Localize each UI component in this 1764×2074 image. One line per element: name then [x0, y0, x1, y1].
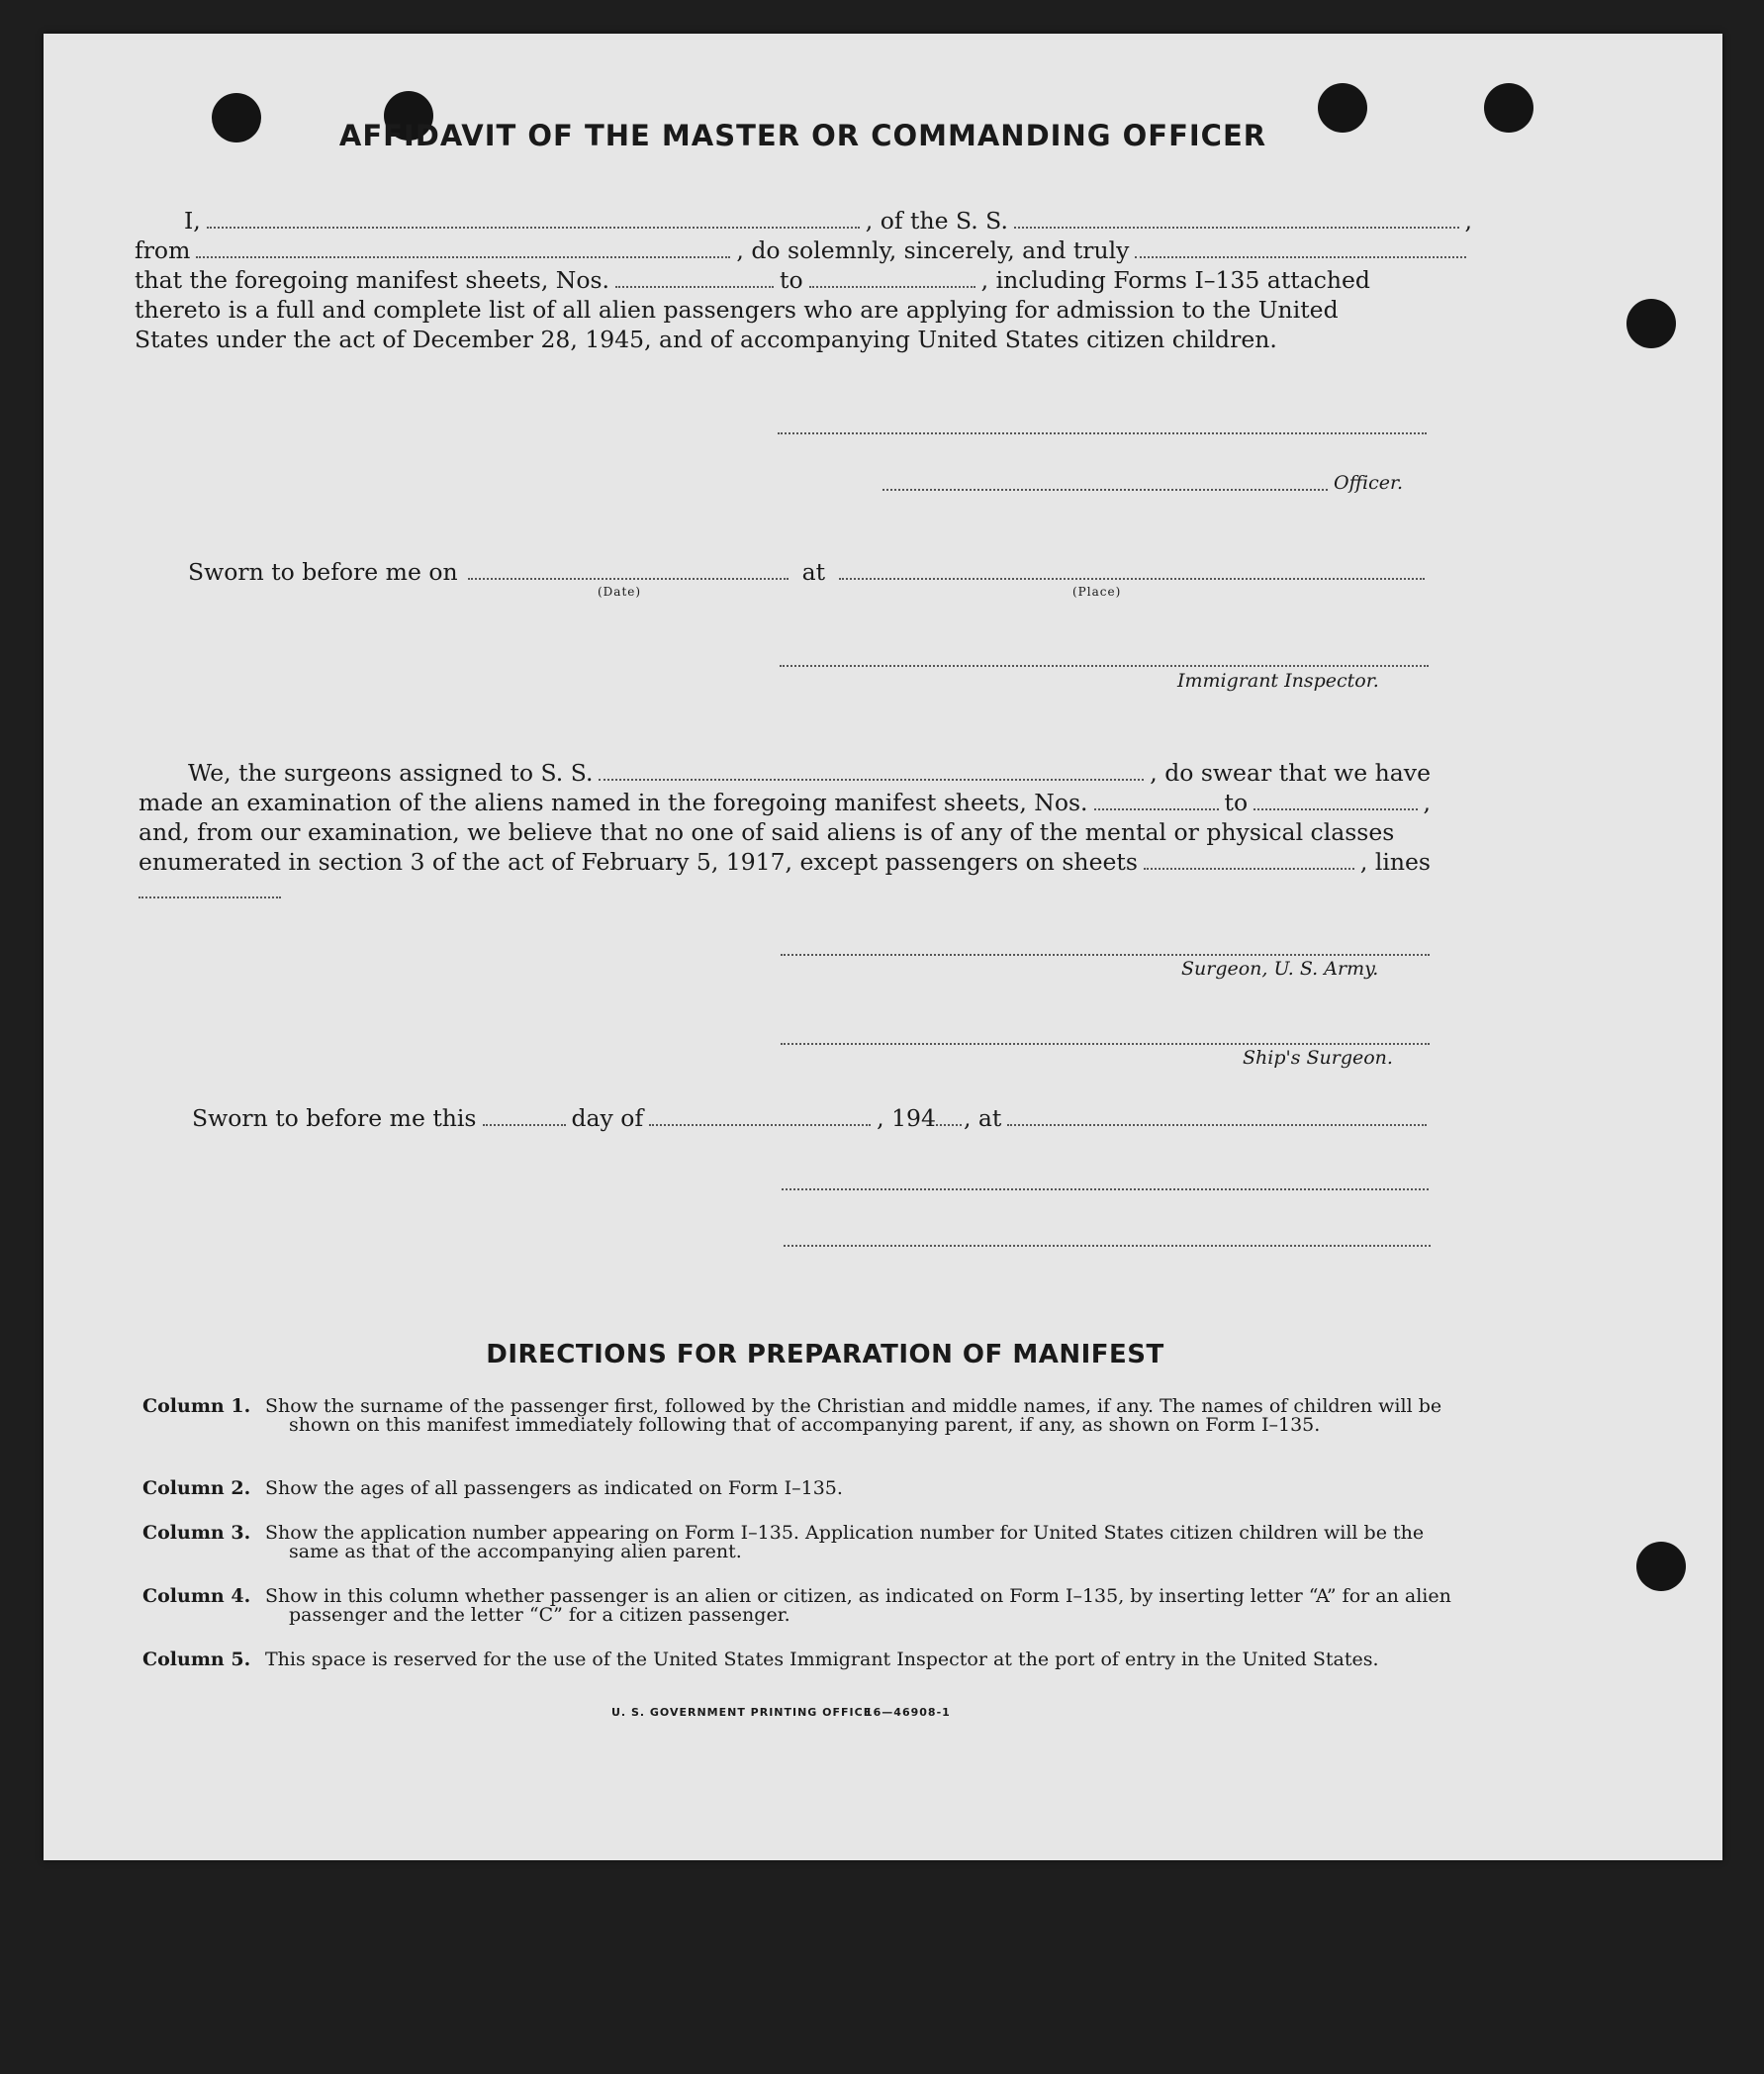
including-text: , including Forms I–135 attached: [980, 266, 1370, 294]
from-text: from: [135, 236, 191, 264]
from-port-field[interactable]: [196, 256, 730, 258]
printer-imprint: U. S. GOVERNMENT PRINTING OFFICE: [611, 1706, 873, 1719]
ship-name-field[interactable]: [1014, 227, 1459, 229]
that-the-text: that the foregoing manifest sheets, Nos.: [135, 266, 610, 294]
except-sheets-field[interactable]: [1144, 868, 1354, 870]
sworn-day-field[interactable]: [483, 1124, 566, 1126]
direction-item: Column 1. Show the surname of the passenger first, followed by the Christian and middle names, if any. The names of children will be shown on this manifest immediately following that of accompanying parent, if any, as shown on Form I–135.: [142, 1395, 1442, 1436]
sheets-to-field[interactable]: [809, 286, 975, 288]
of-the-ss-text: , of the S. S.: [865, 207, 1008, 235]
except-lines-field[interactable]: [139, 896, 281, 898]
exam-sheets-from-field[interactable]: [1094, 808, 1219, 810]
direction-item: Column 2. Show the ages of all passengers as indicated on Form I–135.: [142, 1477, 843, 1499]
affidavit-title: AFFIDAVIT OF THE MASTER OR COMMANDING OFFICER: [338, 119, 1267, 152]
ships-surgeon-signature-line[interactable]: [781, 1043, 1430, 1045]
surgeons-declaration: We, the surgeons assigned to S. S. , do swear that we have made an examination of the aliens named in the foregoing manifest sheets, Nos. to , and, from our examination, we believe that no one of said aliens is of any of the mental or physical classes enumerated in section 3 of the act of February 5, 1917, except passengers on sheets , lines: [139, 759, 1431, 876]
affidavit-line-5: States under the act of December 28, 1945, and of accompanying United States citizen children.: [135, 326, 1277, 353]
officer-signature-line[interactable]: [882, 489, 1328, 491]
signature-line[interactable]: [784, 1245, 1431, 1247]
officer-label: Officer.: [1334, 472, 1404, 494]
surgeon-army-label: Surgeon, U. S. Army.: [1181, 958, 1379, 980]
master-name-field[interactable]: [207, 227, 860, 229]
exam-sheets-to-field[interactable]: [1253, 808, 1417, 810]
immigrant-inspector-label: Immigrant Inspector.: [1177, 670, 1379, 692]
date-caption: (Date): [598, 585, 642, 599]
sworn-at-field[interactable]: [1007, 1124, 1427, 1126]
directions-title: DIRECTIONS FOR PREPARATION OF MANIFEST: [486, 1340, 1164, 1369]
form-code: 16—46908-1: [865, 1706, 951, 1719]
direction-item: Column 5. This space is reserved for the use of the United States Immigrant Inspector at the port of entry in the United States.: [142, 1649, 1379, 1670]
signature-line[interactable]: [782, 1188, 1429, 1190]
punch-hole: [1626, 299, 1676, 348]
ships-surgeon-label: Ship's Surgeon.: [1243, 1047, 1393, 1069]
affidavit-line-4: thereto is a full and complete list of all alien passengers who are applying for admission to the United: [135, 296, 1339, 324]
sworn-year-field[interactable]: [936, 1124, 962, 1126]
direction-item: Column 3. Show the application number appearing on Form I–135. Application number for United States citizen children will be the same as that of the accompanying alien parent.: [142, 1522, 1425, 1562]
punch-hole: [1636, 1542, 1686, 1591]
army-surgeon-signature-line[interactable]: [781, 954, 1430, 956]
form-page: [44, 34, 1722, 1860]
sworn-date-field[interactable]: [468, 578, 789, 580]
sworn-before-this: Sworn to before me this day of , 194 , at: [192, 1103, 1433, 1133]
direction-item: Column 4. Show in this column whether passenger is an alien or citizen, as indicated on Form I–135, by inserting letter “A” for an alien passenger and the letter “C” for a citizen passenger.: [142, 1585, 1451, 1626]
sheets-from-field[interactable]: [615, 286, 774, 288]
surgeon-ship-field[interactable]: [599, 779, 1144, 781]
sworn-place-field[interactable]: [839, 578, 1425, 580]
affidavit-i: I,: [184, 207, 201, 235]
inspector-signature-line[interactable]: [780, 665, 1429, 667]
to-text: to: [780, 266, 803, 294]
place-caption: (Place): [1072, 585, 1122, 599]
master-signature-line[interactable]: [778, 432, 1427, 434]
declaration-field[interactable]: [1135, 256, 1466, 258]
master-affidavit: I, , of the S. S. , from , do solemnly, sincerely, and truly that the foregoing manifest sheets, Nos. to , including Forms I–135 attached thereto is a full and complete list of all alien passengers who are applying for admission to the United States under the act of December 28, 1945, and of accompanying United States citizen children.: [135, 207, 1472, 353]
do-solemnly-text: , do solemnly, sincerely, and truly: [736, 236, 1130, 264]
sworn-before-on: Sworn to before me on at: [188, 557, 1431, 587]
sworn-month-field[interactable]: [649, 1124, 871, 1126]
